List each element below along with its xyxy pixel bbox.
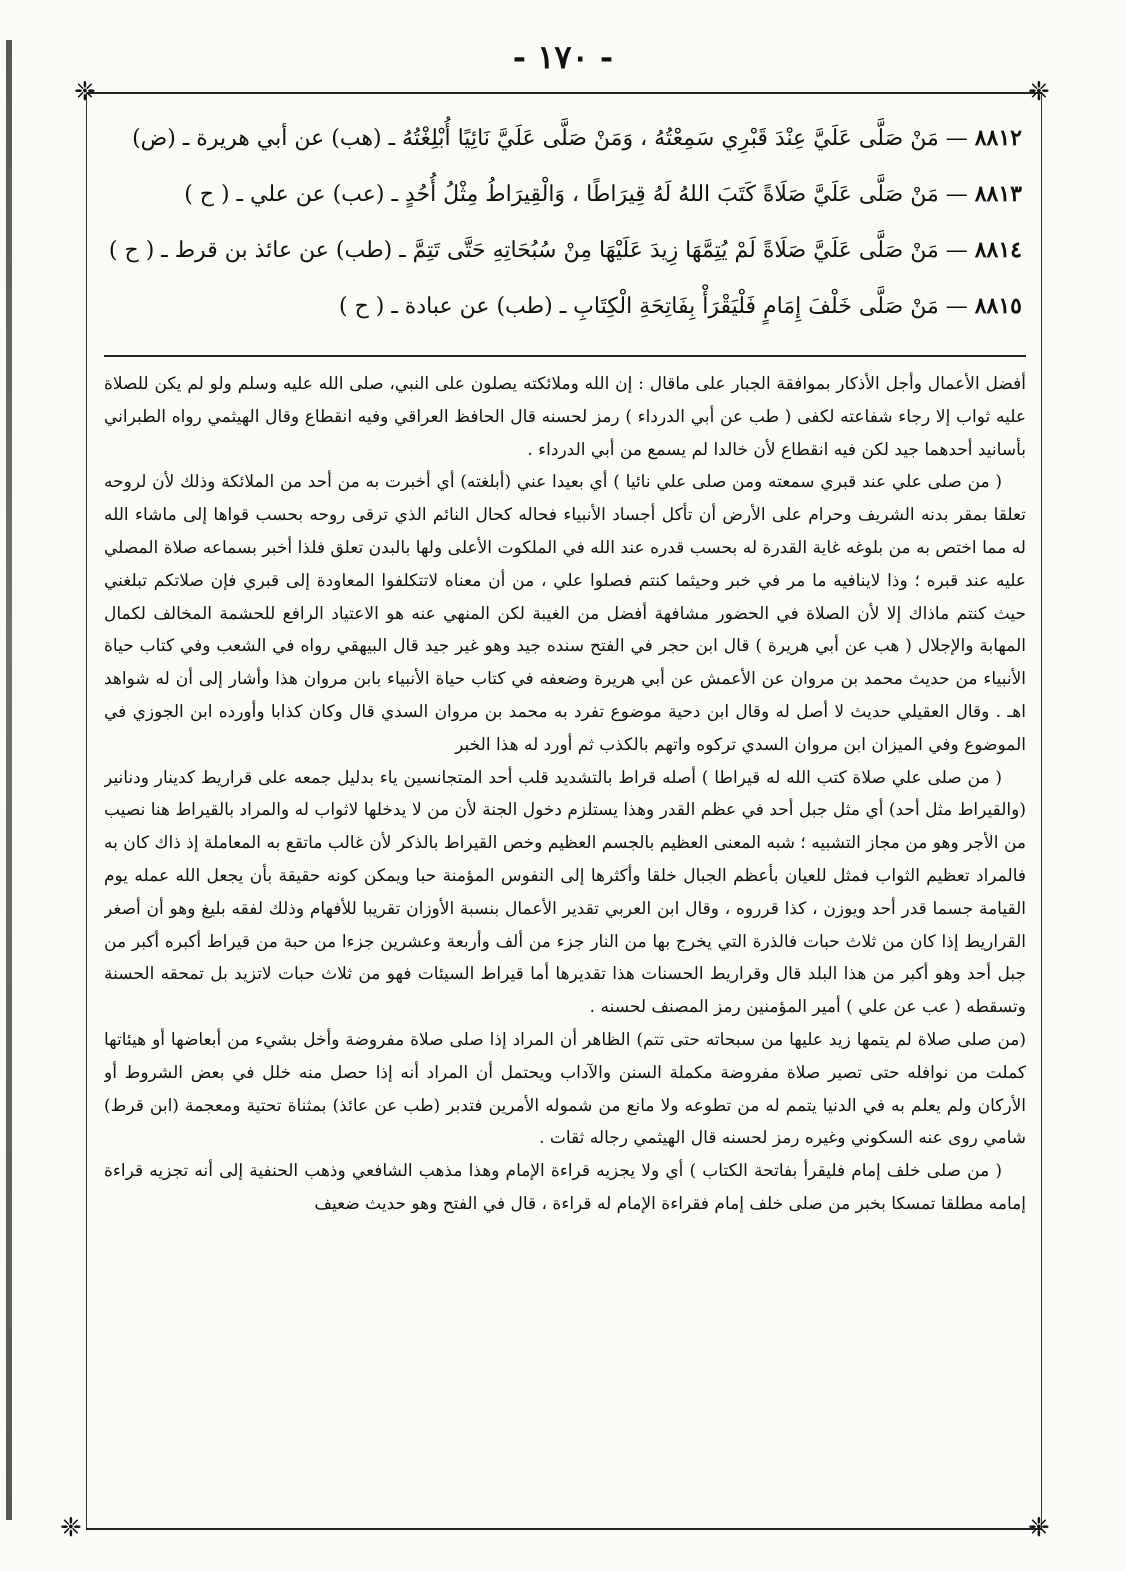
commentary-body xyxy=(104,368,1026,1518)
commentary-paragraph: ( من صلى خلف إمام فليقرأ بفاتحة الكتاب ) أي ولا يجزيه قراءة الإمام وهذا مذهب الشافعي وذهب الحنفية إلى أنه تجزيه قراءة إمامه مطلقا تمسكا بخبر من صلى خلف إمام فقراءة الإمام له قراءة ، قال في الفتح وهو حديث ضعيف xyxy=(104,1161,1026,1214)
commentary-paragraph: ( من صلى علي عند قبري سمعته ومن صلى علي نائيا ) أي بعيدا عني (أبلغته) أي أخبرت به من أحد من الملائكة وذلك لأن لروحه تعلقا بمقر بدنه الشريف وحرام على الأرض أن تأكل أجساد الأنبياء فحاله كحال النائم الذي ترقى روحه بحسب قواها إلى ماشاء الله له مما اختص به من بلوغه غاية القدرة له بحسب قدره عند الله في الملكوت الأعلى ولها بالبدن تعلق فلذا أخبر بسماعه صلاة المصلي عليه عند قبره ؛ وذا لاينافيه ما مر في خبر وحيثما كنتم فصلوا علي ، من أن معناه لاتتكلفوا المعاودة إلى قبري فإن صلاتكم تبلغني حيث كنتم ماذاك إلا لأن الصلاة في الحضور مشافهة أفضل من الغيبة لكن المنهي عنه هو الاعتياد الرافع للحشمة المخالف لكمال المهابة والإجلال ( هب عن أبي هريرة ) قال ابن حجر في الفتح سنده جيد وهو غير جيد قال البيهقي رواه في الشعب وفي كتاب حياة الأنبياء من حديث محمد بن مروان عن الأعمش عن أبي هريرة وضعفه في كتاب حياة الأنبياء بابن مروان هذا وأشار إلى أن له شواهد اهـ . وقال العقيلي حديث لا أصل له وقال ابن دحية موضوع تفرد به محمد بن مروان السدي قال وكان كذابا وأورده ابن الجوزي في الموضوع وفي الميزان ابن مروان السدي تركوه واتهم بالكذب ثم أورد له هذا الخبر xyxy=(104,472,1026,755)
commentary-paragraph: (من صلى صلاة لم يتمها زيد عليها من سبحاته حتى تتم) الظاهر أن المراد إذا صلى صلاة مفروضة وأخل بشيء من أبعاضها أو هيئاتها كملت من نوافله حتى تصير صلاة مفروضة مكملة السنن والآداب ويحتمل أن المراد أنه إذا حصل منه خلل في بعض الشروط أو الأركان ولم يعلم به في الدنيا يتمم له من تطوعه ولا مانع من شموله الأمرين فتدبر (طب عن عائذ) بمثناة تحتية ومعجمة (ابن قرط) شامي روى عنه السكوني وغيره رمز لحسنه قال الهيثمي رجاله ثقات . xyxy=(104,1029,1026,1149)
page-number: - ١٧٠ - xyxy=(512,38,614,76)
corner-ornament-icon: ❈ xyxy=(60,1513,82,1543)
frame-top-rule xyxy=(86,92,1042,94)
hadith-text: — مَنْ صَلَّى عَلَيَّ صَلَاةً لَمْ يُتِمَّهَا زِيدَ عَلَيْهَا مِنْ سُبُحَاتِهِ حَتَّى تَتِمَّ ـ (طب) عن عائذ بن قرط ـ ( ح ) xyxy=(108,238,968,263)
hadith-entry xyxy=(100,166,1030,222)
hadith-entry xyxy=(100,278,1030,334)
frame-right-rule xyxy=(1041,92,1042,1528)
corner-ornament-icon: ❈ xyxy=(74,77,96,107)
frame-bottom-rule xyxy=(86,1528,1042,1530)
hadith-text: — مَنْ صَلَّى عَلَيَّ صَلَاةً كَتَبَ اللهُ لَهُ قِيرَاطًا ، وَالْقِيرَاطُ مِثْلُ أُحُدٍ ـ (عب) عن علي ـ ( ح ) xyxy=(184,182,968,207)
corner-ornament-icon: ❈ xyxy=(1028,1513,1050,1543)
hadith-text: — مَنْ صَلَّى عَلَيَّ عِنْدَ قَبْرِي سَمِعْتُهُ ، وَمَنْ صَلَّى عَلَيَّ نَائِيًا أُبْلِغْتُهُ ـ (هب) عن أبي هريرة ـ (ض) xyxy=(132,126,968,151)
hadith-entry xyxy=(100,110,1030,166)
hadith-number: ٨٨١٤ xyxy=(974,237,1022,263)
commentary-paragraph: أفضل الأعمال وأجل الأذكار بموافقة الجبار على ماقال : إن الله وملائكته يصلون على النبي، صلى الله عليه وسلم ولو لم يكن للصلاة عليه ثواب إلا رجاء شفاعته لكفى ( طب عن أبي الدرداء ) رمز لحسنه قال الحافظ العراقي وفيه انقطاع وقال الهيثمي رواه الطبراني بأسانيد أحدهما جيد لكن فيه انقطاع لأن خالدا لم يسمع من أبي الدرداء . xyxy=(104,374,1026,460)
page-binding-edge xyxy=(6,40,12,1520)
section-divider xyxy=(104,355,1026,357)
hadith-text: — مَنْ صَلَّى خَلْفَ إِمَامٍ فَلْيَقْرَأْ بِفَاتِحَةِ الْكِتَابِ ـ (طب) عن عبادة ـ ( ح ) xyxy=(339,294,968,319)
hadith-number: ٨٨١٥ xyxy=(974,293,1022,319)
hadith-number: ٨٨١٣ xyxy=(974,181,1022,207)
corner-ornament-icon: ❈ xyxy=(1028,77,1050,107)
hadith-number: ٨٨١٢ xyxy=(974,125,1022,151)
commentary-paragraph: ( من صلى علي صلاة كتب الله له قيراطا ) أصله قراط بالتشديد قلب أحد المتجانسين ياء بدليل جمعه على قراريط كدينار ودنانير (والقيراط مثل أحد) أي مثل جبل أحد في عظم القدر وهذا يستلزم دخول الجنة لأن من لا يدخلها لاثواب له والمراد بالقيراط هنا نصيب من الأجر وهو من مجاز التشبيه ؛ شبه المعنى العظيم بالجسم العظيم وخص القيراط بالذكر لأن غالب ماتقع به المعاملة إذ ذاك كان به فالمراد تعظيم الثواب فمثل للعيان بأعظم الجبال خلقا وأكثرها إلى النفوس المؤمنة حبا ويمكن كونه حقيقة بأن يجعل الله عمله يوم القيامة جسما قدر أحد ويوزن ، كذا قرروه ، وقال ابن العربي تقدير الأعمال بنسبة الأوزان تقريبا للأفهام وذلك لفقه بليغ وهو أن أصغر القراريط إذا كان من ثلاث حبات فالذرة التي يخرج بها من النار جزء من ألف وأربعة وعشرين جزءا من حبة من قيراط أكبره أكبر من جبل أحد وهو أكبر من هذا البلد قال وقراريط الحسنات هذا تقديرها أما قيراط السيئات فهو من ثلاث حبات لاتزيد بل تمحقه الحسنة وتسقطه ( عب عن علي ) أمير المؤمنين رمز المصنف لحسنه . xyxy=(104,767,1026,1018)
hadith-list xyxy=(100,110,1030,334)
frame-left-rule xyxy=(86,92,87,1528)
hadith-entry xyxy=(100,222,1030,278)
